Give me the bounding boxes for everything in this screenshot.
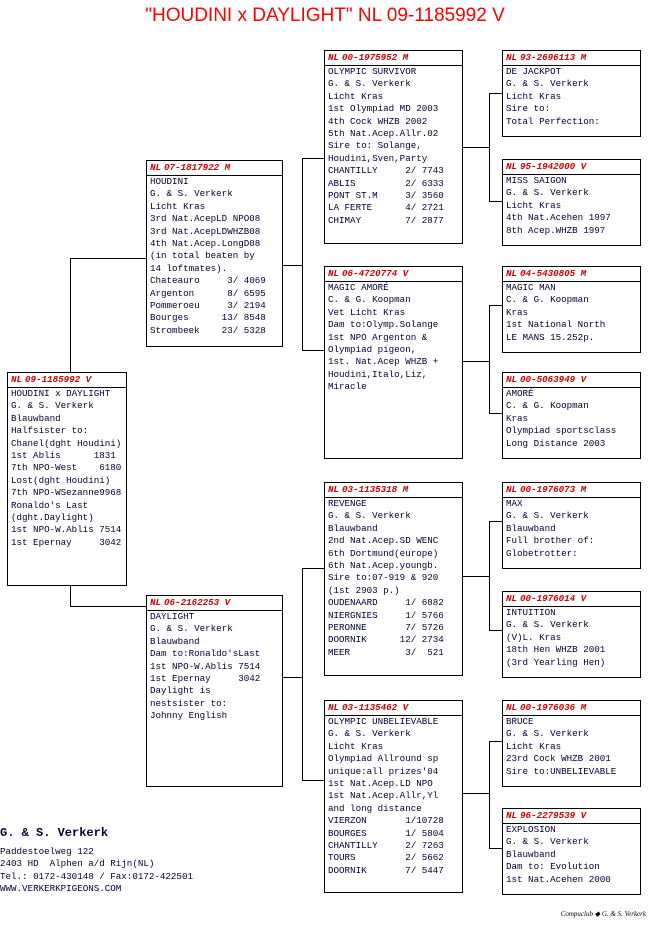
connector-line: [70, 258, 146, 259]
connector-line: [463, 147, 489, 148]
card-line: Johnny English: [150, 710, 228, 722]
ring-number: 06-4720774 V: [342, 268, 409, 279]
connector-line: [489, 413, 502, 414]
card-header: [503, 51, 640, 65]
connector-line: [302, 158, 303, 350]
card-header: [325, 51, 462, 65]
card-lines: [325, 282, 462, 394]
card-header: [325, 701, 462, 715]
card-line: 1st National North: [506, 319, 606, 331]
card-line: Licht Kras: [506, 199, 562, 211]
card-line: Vet Licht Kras: [328, 306, 406, 318]
card-lines: [325, 498, 462, 659]
card-line: Licht Kras: [150, 200, 206, 212]
card-line: MISS SAIGON: [506, 175, 567, 186]
country-code: NL: [150, 162, 162, 173]
card-line: 23rd Cock WHZB 2001: [506, 753, 611, 765]
card-line: 1st. Nat.Acep WHZB +: [328, 356, 439, 368]
card-line: Sire to:07-919 & 920: [328, 572, 439, 584]
card-line: 1st NPO-W.Ablis 7514: [150, 660, 261, 672]
card-line: 1st Epernay 3042: [11, 536, 122, 548]
pedigree-card-ggp-3: [502, 266, 641, 353]
card-line: unique:all prizes'04: [328, 765, 439, 777]
ring-number: 00-1975952 M: [342, 52, 409, 63]
card-line: OLYMPIC UNBELIEVABLE: [328, 716, 439, 727]
card-lines: [147, 176, 282, 337]
card-line: C. & G. Koopman: [506, 400, 589, 412]
card-line: Miracle: [328, 381, 367, 393]
card-lines: [503, 66, 640, 128]
card-line: Total Perfection:: [506, 115, 600, 127]
card-line: CHIMAY 7/ 2877: [328, 214, 444, 226]
ring-number: 00-1976073 M: [520, 484, 587, 495]
card-line: CHANTILLY 2/ 7743: [328, 165, 444, 177]
card-line: 4th Nat.Acep.LongD08: [150, 238, 261, 250]
pedigree-card-subject: [7, 372, 127, 586]
card-line: Blauwband: [150, 635, 200, 647]
ring-number: 09-1185992 V: [25, 374, 92, 385]
country-code: NL: [328, 484, 340, 495]
card-line: 7th NPO-West 6180: [11, 462, 122, 474]
card-line: Olympiad sportsclass: [506, 425, 617, 437]
card-line: G. & S. Verkerk: [150, 188, 233, 200]
connector-line: [489, 630, 502, 631]
ring-number: 00-5063949 V: [520, 374, 587, 385]
card-header: [503, 267, 640, 281]
page-title: "HOUDINI x DAYLIGHT" NL 09-1185992 V: [145, 5, 505, 26]
card-line: 14 loftmates).: [150, 262, 228, 274]
card-line: DAYLIGHT: [150, 611, 195, 622]
card-line: PONT ST.M 3/ 3560: [328, 190, 444, 202]
country-code: NL: [328, 268, 340, 279]
card-line: LE MANS 15.252p.: [506, 331, 595, 343]
ring-number: 00-1976014 V: [520, 593, 587, 604]
card-line: 7th NPO-WSezanne9968: [11, 487, 122, 499]
card-header: [503, 809, 640, 823]
connector-line: [302, 780, 325, 781]
pedigree-card-ggp-4: [502, 372, 641, 459]
card-header: [325, 267, 462, 281]
card-line: (dght.Daylight): [11, 512, 94, 524]
card-line: G. & S. Verkerk: [150, 623, 233, 635]
card-line: 1st Nat.Acehen 2000: [506, 873, 611, 885]
connector-line: [489, 93, 490, 201]
country-code: NL: [506, 52, 518, 63]
card-line: Kras: [506, 412, 529, 424]
card-line: 2nd Nat.Acep.SD WENC: [328, 535, 439, 547]
pedigree-card-ggp-5: [502, 482, 641, 569]
country-code: NL: [506, 484, 518, 495]
card-line: Full brother of:: [506, 535, 595, 547]
card-line: Kras: [506, 306, 529, 318]
card-line: 1st Nat.Acep.LD NPO: [328, 778, 433, 790]
card-line: Dam to:Ronaldo'sLast: [150, 648, 261, 660]
card-line: 3rd Nat.AcepLD NPO08: [150, 213, 261, 225]
card-line: G. & S. Verkerk: [506, 836, 589, 848]
card-line: INTUITION: [506, 607, 556, 618]
connector-line: [463, 576, 489, 577]
pedigree-card-dam-dam: [324, 700, 463, 893]
card-header: [325, 483, 462, 497]
card-line: OUDENAARD 1/ 6882: [328, 597, 444, 609]
connector-line: [283, 677, 302, 678]
card-line: Strombeek 23/ 5328: [150, 324, 266, 336]
connector-line: [489, 305, 502, 306]
card-line: AMORÉ: [506, 388, 534, 399]
card-lines: [503, 282, 640, 344]
breeder-name: G. & S. Verkerk: [0, 826, 109, 840]
ring-number: 04-5430805 M: [520, 268, 587, 279]
connector-line: [302, 568, 325, 569]
pedigree-card-ggp-6: [502, 591, 641, 678]
card-line: Lost(dght Houdini): [11, 474, 111, 486]
card-line: OLYMPIC SURVIVOR: [328, 66, 417, 77]
card-line: 1st Epernay 3042: [150, 673, 261, 685]
card-line: G. & S. Verkerk: [506, 187, 589, 199]
breeder-info: [0, 826, 300, 896]
card-lines: [8, 388, 126, 549]
card-line: CHANTILLY 2/ 7263: [328, 840, 444, 852]
card-line: Halfsister to:: [11, 425, 89, 437]
card-header: [503, 701, 640, 715]
card-line: 3rd Nat.AcepLDWHZB08: [150, 225, 261, 237]
card-line: Olympiad Allround sp: [328, 753, 439, 765]
card-line: Blauwband: [506, 848, 556, 860]
card-line: (1st 2903 p.): [328, 584, 400, 596]
card-line: 1st Ablis 1831: [11, 450, 116, 462]
pedigree-card-dam: [146, 595, 283, 787]
card-line: 1st Nat.Acep.Allr,Yl: [328, 790, 439, 802]
card-line: 4th Cock WHZB 2002: [328, 115, 428, 127]
pedigree-card-sire-sire: [324, 50, 463, 244]
card-line: VIERZON 1/10728: [328, 815, 444, 827]
card-line: G. & S. Verkerk: [506, 728, 589, 740]
card-line: G. & S. Verkerk: [11, 400, 94, 412]
card-line: NIERGNIES 1/ 5766: [328, 609, 444, 621]
country-code: NL: [150, 597, 162, 608]
card-line: nestsister to:: [150, 697, 228, 709]
card-line: (V)L. Kras: [506, 631, 562, 643]
card-lines: [503, 388, 640, 450]
card-line: Daylight is: [150, 685, 211, 697]
card-line: BRUCE: [506, 716, 534, 727]
country-code: NL: [506, 593, 518, 604]
card-line: Long Distance 2003: [506, 437, 606, 449]
country-code: NL: [506, 268, 518, 279]
card-line: Sire to:UNBELIEVABLE: [506, 765, 617, 777]
card-line: G. & S. Verkerk: [506, 510, 589, 522]
connector-line: [489, 741, 490, 848]
card-header: [503, 483, 640, 497]
card-line: Sire to: Solange,: [328, 140, 422, 152]
pedigree-card-dam-sire: [324, 482, 463, 676]
card-line: MAGIC AMORÉ: [328, 282, 389, 293]
pedigree-card-ggp-2: [502, 159, 641, 246]
card-line: Licht Kras: [506, 90, 562, 102]
card-line: LA FERTE 4/ 2721: [328, 202, 444, 214]
country-code: NL: [328, 702, 340, 713]
card-line: Blauwband: [328, 522, 378, 534]
card-line: Blauwband: [506, 522, 556, 534]
breeder-phone: Tel.: 0172-430148 / Fax:0172-422501: [0, 870, 193, 882]
card-line: C. & G. Koopman: [328, 294, 411, 306]
card-line: 6th Nat.Acep.youngb.: [328, 560, 439, 572]
card-lines: [147, 611, 282, 723]
ring-number: 00-1976036 M: [520, 702, 587, 713]
ring-number: 03-1135318 M: [342, 484, 409, 495]
country-code: NL: [506, 702, 518, 713]
card-line: G. & S. Verkerk: [328, 728, 411, 740]
ring-number: 93-2696113 M: [520, 52, 587, 63]
card-line: MEER 3/ 521: [328, 646, 444, 658]
connector-line: [283, 265, 302, 266]
card-line: Chateauro 3/ 4069: [150, 275, 266, 287]
card-line: DE JACKPOT: [506, 66, 562, 77]
card-line: 1st NPO-W.Ablis 7514: [11, 524, 122, 536]
card-line: G. & S. Verkerk: [506, 619, 589, 631]
card-lines: [503, 175, 640, 237]
card-line: Pommeroeu 3/ 2194: [150, 300, 266, 312]
card-line: 18th Hen WHZB 2001: [506, 644, 606, 656]
card-line: Licht Kras: [506, 740, 562, 752]
breeder-address-street: Paddestoelweg 122: [0, 846, 94, 857]
card-line: Bourges 13/ 8548: [150, 312, 266, 324]
card-lines: [325, 716, 462, 877]
card-line: Chanel(dght Houdini): [11, 437, 122, 449]
connector-line: [302, 568, 303, 780]
connector-line: [70, 606, 146, 607]
connector-line: [489, 521, 502, 522]
card-line: 8th Acep.WHZB 1997: [506, 224, 606, 236]
pedigree-card-ggp-7: [502, 700, 641, 787]
country-code: NL: [328, 52, 340, 63]
card-line: Argenton 8/ 6595: [150, 287, 266, 299]
card-line: (3rd Yearling Hen): [506, 656, 606, 668]
card-header: [147, 596, 282, 610]
pedigree-card-sire: [146, 160, 283, 347]
card-lines: [325, 66, 462, 227]
card-line: HOUDINI x DAYLIGHT: [11, 388, 111, 399]
connector-line: [463, 793, 489, 794]
breeder-website-link[interactable]: WWW.VERKERKPIGEONS.COM: [0, 883, 122, 895]
card-line: G. & S. Verkerk: [506, 78, 589, 90]
card-line: Licht Kras: [328, 90, 384, 102]
connector-line: [489, 305, 490, 413]
software-credit: Compuclub ◆ G. & S. Verkerk: [560, 910, 646, 918]
card-line: Houdini,Italo,Liz,: [328, 368, 428, 380]
connector-line: [302, 350, 325, 351]
card-line: C. & G. Koopman: [506, 294, 589, 306]
connector-line: [489, 848, 502, 849]
connector-line: [302, 158, 325, 159]
ring-number: 95-1942000 V: [520, 161, 587, 172]
connector-line: [489, 93, 502, 94]
card-header: [503, 373, 640, 387]
card-header: [147, 161, 282, 175]
pedigree-card-ggp-1: [502, 50, 641, 137]
card-line: Ronaldo's Last: [11, 499, 89, 511]
ring-number: 96-2279539 V: [520, 810, 587, 821]
card-line: 1st Olympiad MD 2003: [328, 103, 439, 115]
pedigree-card-ggp-8: [502, 808, 641, 895]
connector-line: [463, 361, 489, 362]
card-line: BOURGES 1/ 5804: [328, 827, 444, 839]
card-line: DOORNIK 12/ 2734: [328, 634, 444, 646]
card-line: ABLIS 2/ 6333: [328, 177, 444, 189]
card-line: and long distance: [328, 802, 422, 814]
card-line: TOURS 2/ 5662: [328, 852, 444, 864]
card-header: [503, 160, 640, 174]
card-line: Dam to: Evolution: [506, 861, 600, 873]
country-code: NL: [506, 374, 518, 385]
connector-line: [489, 521, 490, 630]
connector-line: [489, 201, 502, 202]
ring-number: 03-1135462 V: [342, 702, 409, 713]
connector-line: [489, 741, 502, 742]
card-lines: [503, 824, 640, 886]
card-line: G. & S. Verkerk: [328, 510, 411, 522]
card-line: HOUDINI: [150, 176, 189, 187]
card-line: Dam to:Olymp.Solange: [328, 319, 439, 331]
ring-number: 06-2162253 V: [164, 597, 231, 608]
card-line: Licht Kras: [328, 740, 384, 752]
card-header: [503, 592, 640, 606]
card-line: G. & S. Verkerk: [328, 78, 411, 90]
card-line: 1st NPO Argenton &: [328, 331, 428, 343]
pedigree-card-sire-dam: [324, 266, 463, 459]
card-line: Sire to:: [506, 103, 551, 115]
breeder-address-city: 2403 HD Alphen a/d Rijn(NL): [0, 858, 155, 870]
card-line: PERONNE 7/ 5726: [328, 622, 444, 634]
card-line: 6th Dortmund(europe): [328, 547, 439, 559]
card-line: MAX: [506, 498, 523, 509]
country-code: NL: [506, 810, 518, 821]
card-line: 4th Nat.Acehen 1997: [506, 212, 611, 224]
card-line: REVENGE: [328, 498, 367, 509]
card-line: MAGIC MAN: [506, 282, 556, 293]
card-line: (in total beaten by: [150, 250, 255, 262]
card-header: [8, 373, 126, 387]
ring-number: 07-1817922 M: [164, 162, 231, 173]
card-line: DOORNIK 7/ 5447: [328, 864, 444, 876]
card-line: 5th Nat.Acep.Allr.02: [328, 128, 439, 140]
card-lines: [503, 716, 640, 778]
card-lines: [503, 498, 640, 560]
card-line: Houdini,Sven,Party: [328, 152, 428, 164]
card-line: Blauwband: [11, 412, 61, 424]
country-code: NL: [11, 374, 23, 385]
card-lines: [503, 607, 640, 669]
card-line: Olympiad pigeon,: [328, 344, 417, 356]
country-code: NL: [506, 161, 518, 172]
card-line: EXPLOSION: [506, 824, 556, 835]
card-line: Globetrotter:: [506, 547, 578, 559]
